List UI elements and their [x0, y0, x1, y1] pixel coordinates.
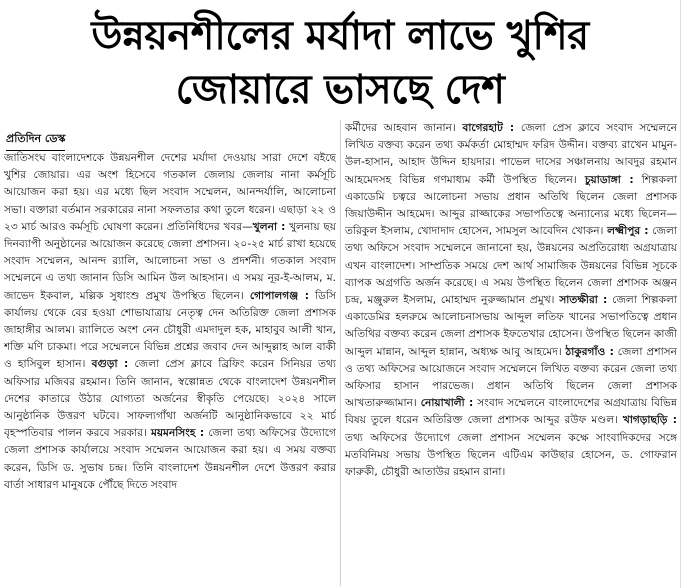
chuadanga-report: শিল্পকলা একাডেমি চত্বরে আলোচনা সভায় প্রধান অতিথি ছিলেন জেলা প্রশাসক জিয়াউদ্দীন আহমেদ। আব্দুর রাজ্জাকের সভাপতিত্বে অন্যান্যের মধ্যে ছিলেন—তরিকুল ইসলাম, খোদাদাদ হোসেন, সামসুল আবেদিন খোকন।	[345, 173, 677, 238]
intro-paragraph: জাতিসংঘ বাংলাদেশকে উন্নয়নশীল দেশের মর্যাদা দেওয়ায় সারা দেশে বইছে খুশির জোয়ার। এর অংশ হিসেবে গতকাল জেলায় জেলায় নানা কর্মসূচি আয়োজন করা হয়। এর মধ্যে ছিল সংবাদ সম্মেলন, আনন্দর্যালি, আলোচনা সভা। বক্তারা বর্তমান সরকারের নানা সফলতার কথা তুলে ধরেন। এছাড়া ২২ ও ২৩ মার্চ আরও কর্মসূচি ঘোষণা করেন। প্রতিনিধিদের খবর—	[4, 152, 336, 233]
district-label-satkhira: সাতক্ষীরা :	[559, 294, 608, 307]
continued-text: কর্মীদের আহবান জানান।	[345, 122, 463, 134]
noakhali-report: সংবাদ সম্মেলনে বাংলাদেশের অগ্রযাত্রায় বিভিন্ন বিষয় তুলে ধরেন অতিরিক্ত জেলা প্রশাসক আব্দুর রউফ মণ্ডল।	[345, 397, 677, 427]
headline-line-2: জোয়ারে ভাসছে দেশ	[175, 67, 505, 113]
district-label-noakhali: নোয়াখালী :	[420, 397, 474, 410]
district-label-khulna: খুলনা :	[252, 220, 286, 233]
article-column-left	[4, 150, 336, 586]
district-label-bogura: বগুড়া :	[91, 358, 129, 371]
gopalganj-report: ডিসি কার্যালয় থেকে বের হওয়া শোভাযাত্রায় নেতৃত্ব দেন অতিরিক্ত জেলা প্রশাসক জাহাঙ্গীর আলম। র‌্যালিতে অংশ নেন চৌধুরী এমদাদুল হক, মাহাবুব আলী খান, শক্তি মণি চাকমা। পরে সম্মেলনে বিভিন্ন প্রশ্নের জবাব দেন আব্দুল্লাহ আল বাকী ও হাসিবুল হাসান।	[4, 289, 336, 371]
district-label-chuadanga: চুয়াডাঙ্গা :	[584, 173, 634, 186]
district-label-thakurgaon: ঠাকুরগাঁও :	[565, 345, 614, 358]
khulna-report: খুলনায় ছয় দিনব্যাপী অনুষ্ঠানের আয়োজন করেছে জেলা প্রশাসন। ২০-২৫ মার্চ রাখা হয়েছে সংবাদ সম্মেলন, আনন্দ র‌্যালি, আলোচনা সভা ও প্রদর্শনী। গতকাল সংবাদ সম্মেলনে এ তথ্য জানান ডিসি আমিন উল আহসান। এ সময় নূর-ই-আলম, ম. জাভেদ ইকবাল, মল্লিক সুধাংশু প্রমুখ উপস্থিত ছিলেন।	[4, 220, 336, 302]
byline: প্রতিদিন ডেস্ক	[6, 130, 65, 151]
bagerhat-report: জেলা প্রেস ক্লাবে সংবাদ সম্মেলনে লিখিত বক্তব্য করেন তথ্য কর্মকর্তা মোহাম্মদ ফরিদ উদ্দীন। বক্তব্য রাখেন মামুন-উল-হাসান, আহাদ উদ্দিন হায়দার। পাভেল দাসের সঞ্চালনায় আবদুর রহমান আহমেদসহ বিভিন্ন গণমাধ্যম কর্মী উপস্থিত ছিলেন।	[345, 122, 677, 186]
district-label-mymensingh: ময়মনসিংহ :	[150, 427, 205, 440]
district-label-bagerhat: বাগেরহাট :	[462, 122, 515, 134]
khagrachhari-report: তথ্য অফিসের উদ্যোগে জেলা প্রশাসন সম্মেলন কক্ষে সাংবাদিকদের সঙ্গে মতবিনিময় সভায় উপস্থিত ছিলেন এটিএম কাউছার হোসেন, ড. গোফরান ফারুকী, চৌধুরী আতাউর রহমান রানা।	[345, 431, 677, 479]
thakurgaon-report: জেলা প্রশাসন ও তথ্য অফিসের আয়োজনে সংবাদ সম্মেলনে লিখিত বক্তব্য করেন জেলা তথ্য অফিসার হাসান পারভেজ। প্রধান অতিথি ছিলেন জেলা প্রশাসক আখতারুজ্জামান।	[345, 345, 677, 410]
satkhira-report: জেলা শিল্পকলা একাডেমির হলরুমে আলোচনাসভায় আব্দুল লতিফ খানের সভাপতিত্বে প্রধান অতিথির বক্তব্য করেন জেলা প্রশাসক ইফতেখার হোসেন। উপস্থিত ছিলেন কাজী আব্দুল মান্নান, আব্দুল হান্নান, অধ্যক্ষ আবু আহমেদ।	[345, 294, 677, 358]
bogura-report: জেলা প্রেস ক্লাবে ব্রিফিং করেন সিনিয়র তথ্য অফিসার মজিবর রহমান। তিনি জানান, স্বল্পোন্নত থেকে বাংলাদেশ উন্নয়নশীল দেশের কাতারে উঠার যোগ্যতা অর্জনের স্বীকৃতি পেয়েছে। ২০২৪ সালে আনুষ্ঠানিক উত্তরণ ঘটবে। সাফল্যগাঁথা অর্জনটি আনুষ্ঠানিকভাবে ২২ মার্চ বৃহস্পতিবার পালন করবে সরকার।	[4, 358, 336, 440]
article-column-right	[345, 120, 677, 586]
article-body-right	[345, 120, 677, 481]
district-label-lakshmipur: লক্ষ্মীপুর :	[607, 225, 649, 238]
district-label-khagrachhari: খাগড়াছড়ি :	[622, 414, 677, 427]
lakshmipur-report: জেলা তথ্য অফিসে সংবাদ সম্মেলনে জানানো হয়, উন্নয়নের অপ্রতিরোধ্য অগ্রযাত্রায় এখন বাংলাদেশ। সাম্প্রতিক সময়ে দেশ আর্থ সামাজিক উন্নয়নের বিভিন্ন সূচকে ব্যাপক অগ্রগতি অর্জন করেছে। এ সময় উপস্থিত ছিলেন জেলা প্রশাসক অঞ্জন চন্দ্র, মঞ্জুরুল ইসলাম, মোহাম্মদ নুরুজ্জামান প্রমুখ।	[345, 225, 677, 307]
district-label-gopalganj: গোপালগঞ্জ :	[249, 289, 309, 302]
column-divider	[340, 120, 341, 586]
mymensingh-report: জেলা তথ্য অফিসের উদ্যোগে জেলা প্রশাসক কার্যালয়ে সংবাদ সম্মেলন আয়োজন করা হয়। এ সময় বক্তব্য করেন, ডিসি ড. সুভাষ চন্দ্র। তিনি বাংলাদেশ উন্নয়নশীল দেশে উত্তরণ করার বার্তা সাধারণ মানুষকে পৌঁছে দিতে সংবাদ	[4, 427, 336, 491]
article-body-left	[4, 150, 336, 494]
headline-line-1: উন্নয়নশীলের মর্যাদা লাভে খুশির	[91, 13, 589, 59]
